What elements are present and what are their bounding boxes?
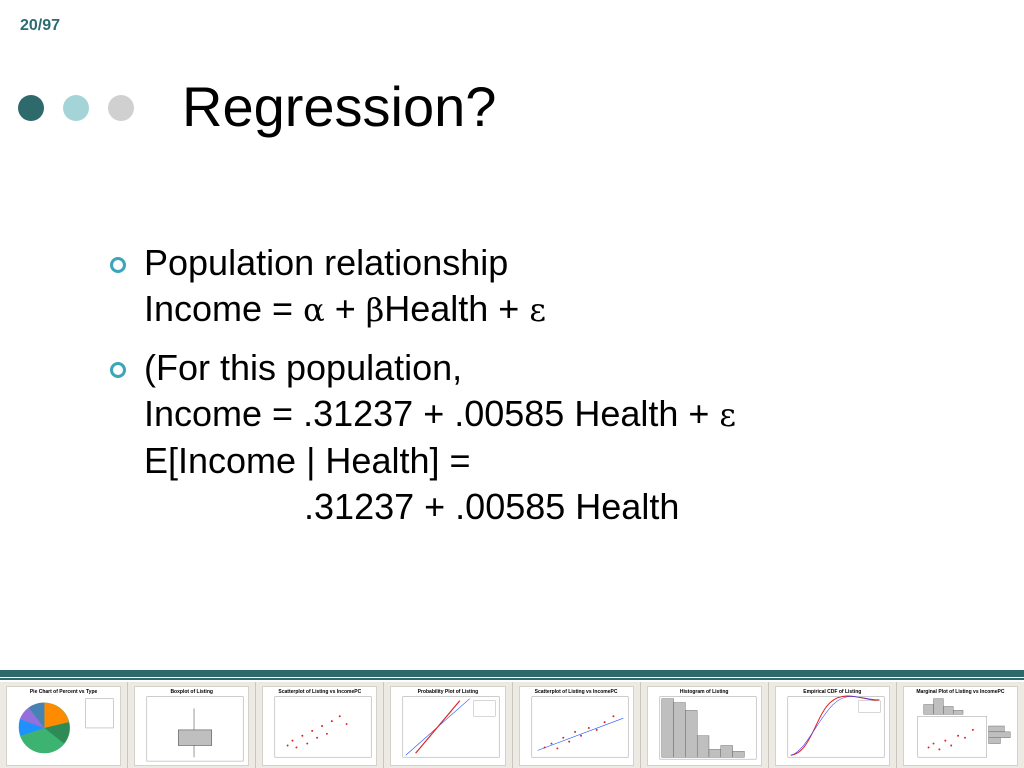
thumbnail-title: Boxplot of Listing [170, 689, 213, 695]
slide-number: 20/97 [20, 17, 61, 34]
thumbnail-title: Histogram of Listing [679, 689, 729, 695]
thumbnail-strip [0, 682, 1024, 768]
slide-title: Regression? [182, 75, 497, 138]
dot-gray [108, 95, 134, 121]
scatter-fit-thumbnail-graphic [520, 687, 633, 765]
thumbnail-probability-plot [384, 682, 512, 768]
bullet-circle-icon [110, 257, 126, 273]
alpha-symbol: α [303, 291, 325, 329]
bullet-circle-icon [110, 362, 126, 378]
formula-line [144, 391, 990, 438]
bullet-line: Population relationship [144, 242, 509, 283]
decorative-dots [18, 95, 134, 121]
footer-bar-thin [0, 678, 1024, 680]
thumbnail-empirical-cdf [769, 682, 897, 768]
beta-symbol: β [365, 291, 385, 329]
dot-dark [18, 95, 44, 121]
formula-line [144, 286, 990, 333]
thumbnail-title: Pie Chart of Percent vs Type [29, 689, 98, 695]
thumbnail-histogram [641, 682, 769, 768]
thumbnail-title: Scatterplot of Listing vs IncomePC [278, 689, 362, 695]
marginal-thumbnail-graphic [904, 687, 1017, 765]
footer-bar [0, 670, 1024, 677]
thumbnail-pie-chart [0, 682, 128, 768]
probability-thumbnail-graphic [391, 687, 504, 765]
thumbnail-boxplot [128, 682, 256, 768]
histogram-thumbnail-graphic [648, 687, 761, 765]
bullet-list [110, 240, 990, 542]
formula-plus: + [324, 288, 366, 329]
bullet-line: (For this population, [144, 347, 463, 388]
pie-thumbnail-graphic [7, 687, 120, 765]
boxplot-thumbnail-graphic [135, 687, 248, 765]
cdf-thumbnail-graphic [776, 687, 889, 765]
expectation-value-line: .31237 + .00585 Health [144, 486, 680, 527]
thumbnail-marginal-plot [897, 682, 1024, 768]
epsilon-symbol: ε [529, 291, 546, 329]
thumbnail-title: Empirical CDF of Listing [803, 689, 862, 695]
formula-prefix: Income = [144, 288, 304, 329]
thumbnail-title: Marginal Plot of Listing vs IncomePC [916, 689, 1005, 695]
epsilon-symbol: ε [719, 396, 736, 434]
formula-text: Income = .31237 + .00585 Health + [144, 393, 720, 434]
bullet-item [110, 345, 990, 530]
formula-health: Health + [384, 288, 530, 329]
scatter-thumbnail-graphic [263, 687, 376, 765]
thumbnail-scatterplot [256, 682, 384, 768]
expectation-line: E[Income | Health] = [144, 440, 471, 481]
thumbnail-title: Scatterplot of Listing vs IncomePC [534, 689, 618, 695]
thumbnail-scatterplot-fit [513, 682, 641, 768]
bullet-item [110, 240, 990, 333]
thumbnail-title: Probability Plot of Listing [417, 689, 479, 695]
dot-light [63, 95, 89, 121]
